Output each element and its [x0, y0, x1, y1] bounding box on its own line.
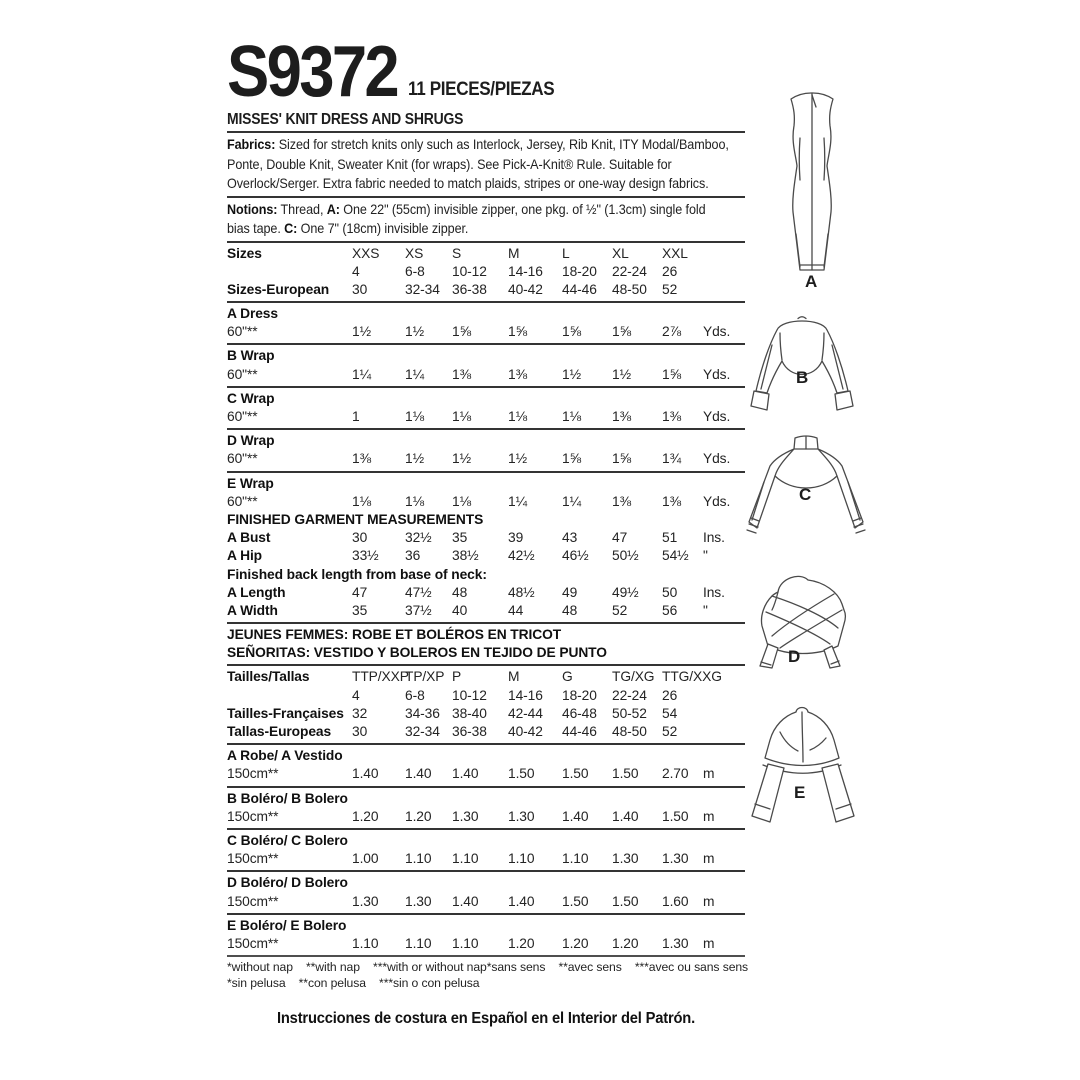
- row-label: 150cm**: [227, 935, 279, 951]
- table-cell: 10-12: [452, 263, 487, 279]
- row-label: 60"**: [227, 366, 258, 382]
- table-cell: 32½: [405, 530, 432, 546]
- table-rule: [227, 428, 745, 430]
- section-label: A Robe/ A Vestido: [227, 748, 343, 764]
- table-cell: 1⅛: [405, 493, 424, 509]
- table-rule: [227, 913, 745, 915]
- table-row: [227, 323, 745, 341]
- table-rule: [227, 955, 745, 957]
- table-cell: G: [562, 669, 573, 685]
- table-cell: 2⅞: [662, 324, 681, 340]
- table-cell: 1⅜: [662, 493, 681, 509]
- table-cell: 1⅜: [508, 366, 527, 382]
- table-cell: 1.10: [508, 851, 535, 867]
- unit-cell: Yds.: [703, 409, 731, 424]
- table-cell: 1.10: [405, 935, 432, 951]
- notions-text: One 7" (18cm) invisible zipper.: [297, 220, 469, 236]
- section-label: E Wrap: [227, 475, 274, 491]
- table-row: [227, 547, 745, 565]
- table-cell: 50: [662, 584, 678, 600]
- table-cell: 6-8: [405, 687, 425, 703]
- table-cell: 1.30: [662, 935, 689, 951]
- fabrics-paragraph: [227, 135, 745, 194]
- unit-cell: m: [703, 935, 715, 951]
- table-cell: 1½: [452, 451, 471, 467]
- table-cell: 1⅝: [452, 324, 471, 340]
- table-cell: 1¾: [662, 451, 681, 467]
- unit-cell: [703, 245, 745, 263]
- table-cell: XXS: [352, 245, 380, 261]
- table-cell: 1.10: [452, 851, 479, 867]
- table-cell: 1½: [612, 366, 631, 382]
- table-row: [227, 687, 745, 705]
- table-cell: 40: [452, 602, 468, 618]
- table-cell: 1: [352, 409, 360, 424]
- table-cell: 1.10: [352, 935, 379, 951]
- table-cell: S: [452, 245, 462, 261]
- row-label: 150cm**: [227, 851, 279, 867]
- table-cell: 1⅛: [405, 409, 424, 424]
- table-cell: 1.10: [562, 851, 589, 867]
- table-cell: 1.10: [452, 935, 479, 951]
- table-cell: 1⅜: [452, 366, 471, 382]
- table-row: [227, 765, 745, 783]
- table-cell: 1.20: [405, 808, 432, 824]
- table-cell: 36: [405, 548, 421, 564]
- table-cell: 26: [662, 687, 678, 703]
- pieces-count: 11 PIECES/PIEZAS: [408, 79, 555, 100]
- table-cell: 1½: [405, 324, 424, 340]
- table-cell: 1⅝: [562, 451, 581, 467]
- row-label: 150cm**: [227, 893, 279, 909]
- table-cell: 1.50: [612, 893, 639, 909]
- table-cell: 1.40: [562, 808, 589, 824]
- table-cell: 48½: [508, 584, 535, 600]
- unit-cell: m: [703, 808, 715, 824]
- header-row: [227, 32, 745, 112]
- table-cell: 6-8: [405, 263, 425, 279]
- table-row: [227, 263, 745, 281]
- section-label: C Boléro/ C Bolero: [227, 832, 348, 848]
- view-a-label: A:: [326, 200, 340, 217]
- table-row: [227, 408, 745, 426]
- table-cell: 40-42: [508, 724, 543, 739]
- table-cell: L: [562, 245, 570, 261]
- table-cell: 47: [352, 584, 368, 600]
- table-cell: 30: [352, 281, 368, 297]
- section-label: B Boléro/ B Bolero: [227, 790, 348, 806]
- table-row: [227, 935, 745, 953]
- table-cell: 26: [662, 263, 678, 279]
- table-cell: 43: [562, 530, 578, 546]
- section-label: B Wrap: [227, 348, 275, 364]
- unit-cell: [703, 687, 745, 705]
- view-c-label: C:: [284, 220, 298, 236]
- table-cell: 36-38: [452, 724, 487, 739]
- table-cell: 44: [508, 602, 524, 618]
- table-cell: 47½: [405, 584, 432, 600]
- table-rule: [227, 828, 745, 830]
- table-cell: 1⅜: [352, 451, 371, 467]
- table-cell: 1.30: [352, 893, 379, 909]
- garment-c-shrug-drawing: [742, 430, 870, 552]
- unit-cell: [703, 281, 745, 299]
- pattern-number: S9372: [227, 32, 398, 112]
- row-label: 60"**: [227, 493, 258, 509]
- table-cell: P: [452, 669, 462, 685]
- fabrics-line-2: Ponte, Double Knit, Sweater Knit (for wraps). See Pick-A-Knit® Rule. Suitable for: [227, 155, 672, 172]
- table-cell: 30: [352, 724, 368, 739]
- table-cell: 1¼: [508, 493, 527, 509]
- footnote-row-2: [227, 975, 745, 991]
- table-cell: 1.60: [662, 893, 689, 909]
- table-cell: 1⅝: [508, 324, 527, 340]
- table-cell: 1½: [562, 366, 581, 382]
- table-rule: [227, 241, 745, 243]
- table-cell: 2.70: [662, 766, 689, 782]
- table-row: [227, 668, 745, 686]
- table-row: [227, 723, 745, 741]
- table-row: [227, 281, 745, 299]
- section-label: A Dress: [227, 306, 278, 322]
- spanish-instructions-note: Instrucciones de costura en Español en el Interior del Patrón.: [276, 1010, 696, 1028]
- section-label: SEÑORITAS: VESTIDO Y BOLEROS EN TEJIDO DE PUNTO: [227, 645, 607, 661]
- table-cell: 1.50: [662, 808, 689, 824]
- table-cell: 1¼: [405, 366, 424, 382]
- table-rule: [227, 786, 745, 788]
- row-label: 150cm**: [227, 808, 279, 824]
- notions-line-1: [227, 200, 706, 220]
- table-rule: [227, 343, 745, 345]
- fabrics-text: Sized for stretch knits only such as Interlock, Jersey, Rib Knit, ITY Modal/Bamboo,: [275, 136, 729, 152]
- table-cell: 48: [562, 602, 578, 618]
- size-yardage-table: [227, 241, 745, 958]
- table-cell: 37½: [405, 602, 432, 618]
- unit-cell: m: [703, 766, 715, 782]
- table-cell: 1.50: [508, 766, 535, 782]
- row-label: 60"**: [227, 409, 258, 424]
- table-rule: [227, 870, 745, 872]
- row-label: Sizes-European: [227, 281, 330, 297]
- table-cell: 1½: [508, 451, 527, 467]
- section-label: JEUNES FEMMES: ROBE ET BOLÉROS EN TRICOT: [227, 627, 562, 643]
- view-e-letter: E: [794, 783, 806, 802]
- table-cell: 1.40: [405, 766, 432, 782]
- unit-cell: Ins.: [703, 584, 725, 600]
- table-cell: XL: [612, 245, 629, 261]
- garment-e-shrug-drawing: [742, 698, 864, 836]
- table-rule: [227, 386, 745, 388]
- table-cell: 1.20: [562, 935, 589, 951]
- row-label: Tallas-Europeas: [227, 724, 332, 739]
- table-cell: 1⅝: [562, 324, 581, 340]
- table-cell: M: [508, 245, 520, 261]
- notions-text: Thread,: [277, 200, 327, 217]
- table-cell: 35: [352, 602, 368, 618]
- fabrics-rule: [227, 196, 745, 198]
- unit-cell: [703, 723, 745, 741]
- title-rule: [227, 131, 745, 133]
- table-cell: 1.40: [452, 893, 479, 909]
- table-cell: 54: [662, 705, 678, 721]
- table-cell: 32-34: [405, 724, 440, 739]
- table-cell: 1.00: [352, 851, 379, 867]
- section-label: C Wrap: [227, 390, 275, 406]
- unit-cell: Yds.: [703, 451, 731, 467]
- unit-cell: [703, 705, 745, 723]
- table-cell: 1.30: [405, 893, 432, 909]
- footnote-french: *sans sens **avec sens ***avec ou sans sens: [486, 960, 749, 975]
- table-cell: 54½: [662, 548, 689, 564]
- table-cell: 52: [662, 724, 678, 739]
- table-cell: 1½: [352, 324, 371, 340]
- table-row: [227, 584, 745, 602]
- main-text-column: [227, 32, 749, 1028]
- table-cell: 1.40: [452, 766, 479, 782]
- section-label: D Boléro/ D Bolero: [227, 875, 348, 891]
- table-cell: 56: [662, 602, 678, 618]
- table-cell: 36-38: [452, 281, 487, 297]
- table-rule: [227, 622, 745, 624]
- row-label: A Width: [227, 602, 278, 618]
- row-label: A Hip: [227, 548, 263, 564]
- view-a-letter: A: [805, 272, 818, 289]
- unit-cell: Yds.: [703, 324, 731, 340]
- table-cell: 1⅝: [612, 324, 631, 340]
- table-cell: 1.30: [612, 851, 639, 867]
- table-cell: 46½: [562, 548, 589, 564]
- unit-cell: Yds.: [703, 493, 731, 509]
- table-row: [227, 705, 745, 723]
- table-cell: 1.40: [352, 766, 379, 782]
- table-cell: 34-36: [405, 705, 440, 721]
- table-rule: [227, 664, 745, 666]
- table-cell: 40-42: [508, 281, 543, 297]
- table-cell: 1⅛: [508, 409, 527, 424]
- table-row: [227, 808, 745, 826]
- table-cell: 1⅛: [452, 409, 471, 424]
- unit-cell: m: [703, 893, 715, 909]
- unit-cell: Yds.: [703, 366, 731, 382]
- table-cell: 1¼: [562, 493, 581, 509]
- row-label: [227, 263, 352, 281]
- section-label: D Wrap: [227, 433, 275, 449]
- table-cell: 48-50: [612, 724, 647, 739]
- table-cell: 4: [352, 687, 360, 703]
- table-cell: 47: [612, 530, 628, 546]
- table-cell: 1.30: [662, 851, 689, 867]
- table-cell: 44-46: [562, 281, 597, 297]
- row-label: Sizes: [227, 245, 262, 261]
- table-cell: 52: [612, 602, 628, 618]
- row-label: 150cm**: [227, 766, 279, 782]
- garment-b-shrug-drawing: [746, 303, 858, 421]
- table-row: [227, 602, 745, 620]
- table-row: [227, 366, 745, 384]
- table-cell: 4: [352, 263, 360, 279]
- table-cell: 18-20: [562, 687, 597, 703]
- table-cell: 50½: [612, 548, 639, 564]
- table-cell: 1.10: [405, 851, 432, 867]
- table-row: [227, 850, 745, 868]
- table-cell: 33½: [352, 548, 379, 564]
- row-label: 60"**: [227, 451, 258, 467]
- table-cell: 14-16: [508, 263, 543, 279]
- footnote-spanish: *sin pelusa **con pelusa ***sin o con pelusa: [227, 976, 480, 991]
- table-cell: 1.50: [612, 766, 639, 782]
- notions-text: bias tape.: [227, 220, 285, 236]
- table-cell: 1.30: [508, 808, 535, 824]
- section-label: FINISHED GARMENT MEASUREMENTS: [227, 511, 484, 527]
- table-cell: 1½: [405, 451, 424, 467]
- table-cell: 22-24: [612, 687, 647, 703]
- footnote-english: *without nap **with nap ***with or without nap: [227, 960, 487, 975]
- table-cell: 42½: [508, 548, 535, 564]
- table-rule: [227, 743, 745, 745]
- garment-a-dress-drawing: [752, 84, 872, 289]
- garment-d-wrap-drawing: [742, 566, 860, 670]
- fabrics-line-1: [227, 135, 729, 155]
- unit-cell: ": [703, 548, 708, 564]
- table-row: [227, 450, 745, 468]
- footnote-row-1: [227, 959, 749, 975]
- table-cell: 46-48: [562, 705, 597, 721]
- table-row: [227, 245, 745, 263]
- table-cell: 1⅜: [612, 409, 631, 424]
- section-label: E Boléro/ E Bolero: [227, 917, 347, 933]
- table-cell: 50-52: [612, 705, 647, 721]
- notions-text: One 22" (55cm) invisible zipper, one pkg. of ½" (1.3cm) single fold: [339, 200, 706, 217]
- table-cell: XXL: [662, 245, 688, 261]
- table-cell: XS: [405, 245, 424, 261]
- table-cell: 1.30: [452, 808, 479, 824]
- footnotes: [227, 959, 749, 991]
- table-cell: TG/XG: [612, 669, 655, 685]
- notions-line-2: [227, 219, 693, 239]
- table-cell: 1⅛: [352, 493, 371, 509]
- table-row: [227, 893, 745, 911]
- table-cell: 1⅝: [612, 451, 631, 467]
- table-cell: 49½: [612, 584, 639, 600]
- table-cell: 52: [662, 281, 678, 297]
- unit-cell: m: [703, 851, 715, 867]
- table-cell: 18-20: [562, 263, 597, 279]
- section-label: Finished back length from base of neck:: [227, 566, 487, 582]
- page-title: MISSES' KNIT DRESS AND SHRUGS: [227, 111, 464, 128]
- view-c-letter: C: [799, 485, 812, 504]
- row-label: A Bust: [227, 530, 271, 546]
- table-cell: 38½: [452, 548, 479, 564]
- table-cell: TTP/XXP: [352, 669, 409, 685]
- table-cell: 10-12: [452, 687, 487, 703]
- unit-cell: [703, 668, 745, 686]
- row-label: Tailles/Tallas: [227, 669, 310, 685]
- table-cell: 1.50: [562, 766, 589, 782]
- table-cell: 49: [562, 584, 578, 600]
- table-row: [227, 493, 745, 511]
- unit-cell: [703, 263, 745, 281]
- row-label: A Length: [227, 584, 286, 600]
- table-cell: 48: [452, 584, 468, 600]
- table-cell: 1.20: [508, 935, 535, 951]
- table-cell: 51: [662, 530, 678, 546]
- table-cell: 44-46: [562, 724, 597, 739]
- table-cell: 42-44: [508, 705, 543, 721]
- table-cell: TTG/XXG: [662, 669, 722, 685]
- table-cell: 1.50: [562, 893, 589, 909]
- table-cell: 1.20: [352, 808, 379, 824]
- table-cell: 1¼: [352, 366, 371, 382]
- table-cell: 22-24: [612, 263, 647, 279]
- fabrics-line-3: Overlock/Serger. Extra fabric needed to match plaids, stripes or one-way design fabrics.: [227, 175, 709, 191]
- table-cell: 32: [352, 705, 368, 721]
- table-cell: 32-34: [405, 281, 440, 297]
- table-row: [227, 529, 745, 547]
- table-cell: 39: [508, 530, 524, 546]
- notions-label: Notions:: [227, 200, 278, 217]
- table-cell: TP/XP: [405, 669, 445, 685]
- unit-cell: Ins.: [703, 530, 725, 546]
- row-label: 60"**: [227, 324, 258, 340]
- table-cell: 1⅛: [562, 409, 581, 424]
- view-b-letter: B: [796, 368, 809, 387]
- table-cell: M: [508, 669, 520, 685]
- row-label: [227, 687, 352, 705]
- table-cell: 1.40: [508, 893, 535, 909]
- table-cell: 38-40: [452, 705, 487, 721]
- table-cell: 48-50: [612, 281, 647, 297]
- table-cell: 35: [452, 530, 468, 546]
- table-cell: 1⅛: [452, 493, 471, 509]
- fabrics-label: Fabrics:: [227, 136, 276, 152]
- table-cell: 1⅝: [662, 366, 681, 382]
- table-cell: 1.20: [612, 935, 639, 951]
- table-rule: [227, 471, 745, 473]
- table-rule: [227, 301, 745, 303]
- table-cell: 1⅜: [662, 409, 681, 424]
- table-cell: 30: [352, 530, 368, 546]
- table-cell: 14-16: [508, 687, 543, 703]
- view-d-letter: D: [788, 647, 801, 666]
- table-cell: 1.40: [612, 808, 639, 824]
- notions-paragraph: [227, 200, 745, 239]
- row-label: Tailles-Françaises: [227, 705, 344, 721]
- unit-cell: ": [703, 602, 708, 618]
- table-cell: 1⅜: [612, 493, 631, 509]
